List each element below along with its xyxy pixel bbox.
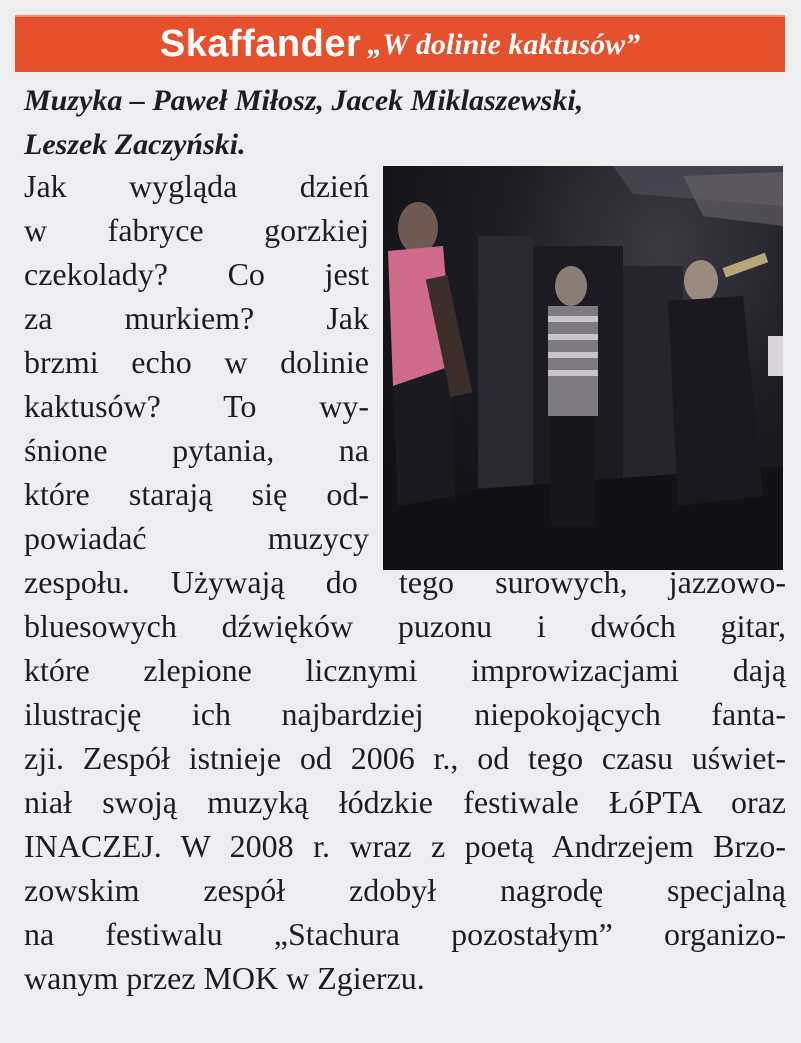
text-line: wanym przez MOK w Zgierzu. [24, 960, 425, 996]
credits [24, 80, 784, 168]
credits-line: Muzyka – Paweł Miłosz, Jacek Miklaszewski, [24, 84, 584, 117]
credits-line: Leszek Zaczyński. [24, 128, 246, 161]
text-line: bluesowych dźwięków puzonu i dwóch gitar, [24, 608, 786, 644]
band-name: Skaffander [159, 23, 362, 65]
text-line: Jak wygląda dzień [24, 168, 369, 204]
text-line: kaktusów? To wy- [24, 388, 369, 424]
text-line: INACZEJ. W 2008 r. wraz z poetą Andrzejem Brzo- [24, 828, 786, 864]
text-line: za murkiem? Jak [24, 300, 369, 336]
text-line: ilustrację ich najbardziej niepokojących fanta- [24, 696, 786, 732]
text-line: czekolady? Co jest [24, 256, 369, 292]
title-banner [15, 15, 785, 72]
wrapped-paragraph [24, 164, 786, 560]
text-line: śnione pytania, na [24, 432, 369, 468]
text-line: brzmi echo w dolinie [24, 344, 369, 380]
text-line: powiadać muzycy [24, 520, 369, 556]
text-line: w fabryce gorzkiej [24, 212, 369, 248]
text-line: na festiwalu „Stachura pozostałym” organizo- [24, 916, 786, 952]
text-line: zowskim zespół zdobył nagrodę specjalną [24, 872, 786, 908]
album-title: „W dolinie kaktusów” [367, 27, 641, 61]
text-line: niał swoją muzyką łódzkie festiwale ŁóPTA oraz [24, 784, 786, 820]
full-width-paragraph [24, 560, 786, 1000]
text-line: zji. Zespół istnieje od 2006 r., od tego czasu uświet- [24, 740, 786, 776]
article-body [24, 164, 786, 1000]
text-line: które zlepione licznymi improwizacjami dają [24, 652, 786, 688]
text-line: zespołu. Używają do tego surowych, jazzowo- [24, 564, 786, 600]
text-line: które starają się od- [24, 476, 369, 512]
